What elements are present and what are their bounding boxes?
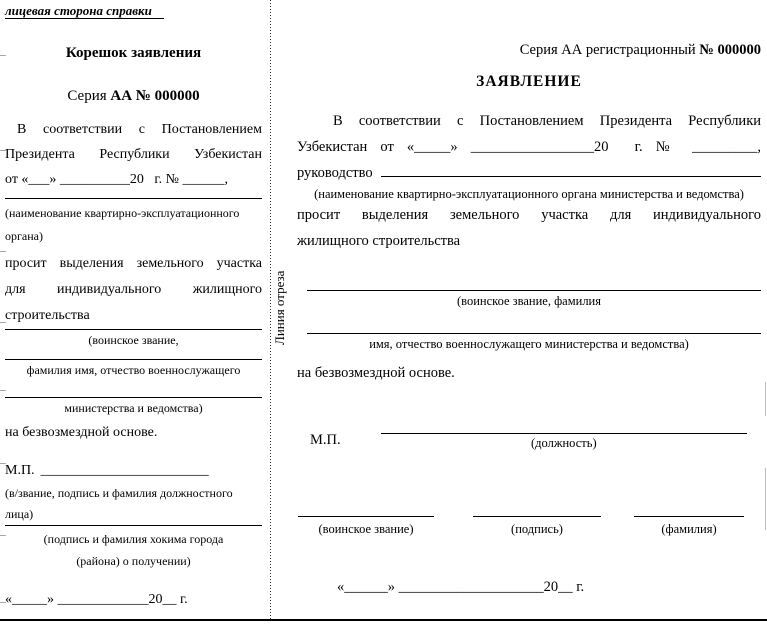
paragraph-line: просит выделения земельного участка xyxy=(5,256,262,271)
paragraph-line: Президента Республики Узбекистан xyxy=(5,147,262,162)
paragraph-line: от «___» __________20 г. № ______, xyxy=(5,172,228,187)
caption-organization: (наименование квартирно-эксплуатационного органа министерства и ведомства) xyxy=(314,187,744,201)
series-number: № 000000 xyxy=(699,42,761,58)
edge-mark xyxy=(765,382,766,416)
fill-line xyxy=(5,198,262,199)
cut-dotted-line xyxy=(270,0,271,619)
caption-line: лица) xyxy=(5,507,34,521)
fill-line xyxy=(634,516,744,517)
front-side-note xyxy=(5,3,262,19)
caption-line: (наименование квартирно-эксплуатационного xyxy=(5,206,240,220)
application-paragraph-decree xyxy=(297,108,761,160)
stamp-fill-line: ________________________ xyxy=(40,463,209,478)
series-label: Серия xyxy=(67,88,111,104)
application-paragraph-request xyxy=(297,202,761,254)
stub-paragraph-basis: на безвозмездной основе. xyxy=(5,425,158,440)
registration-series-line xyxy=(297,40,761,60)
series-label: Серия АА регистрационный xyxy=(519,42,700,58)
caption-surname: (фамилия) xyxy=(661,522,717,536)
leadership-label: руководство xyxy=(297,165,373,181)
position-field xyxy=(381,433,747,452)
signature-field-surname xyxy=(634,516,744,539)
fill-line xyxy=(298,516,434,517)
cut-line-label: Линия отреза xyxy=(272,270,287,346)
signature-row xyxy=(297,516,761,539)
fill-line xyxy=(473,516,601,517)
application-section xyxy=(297,0,761,599)
caption-position: (должность) xyxy=(531,436,597,450)
leadership-line xyxy=(297,160,761,186)
stub-section xyxy=(5,0,262,612)
paragraph-line: строительства xyxy=(5,308,90,323)
caption-line: (в/звание, подпись и фамилия должностного xyxy=(5,486,233,500)
stub-paragraph-decree xyxy=(5,117,262,192)
application-title: ЗАЯВЛЕНИЕ xyxy=(476,73,582,90)
series-number: АА № 000000 xyxy=(110,88,200,104)
paragraph-line: для индивидуального жилищного xyxy=(5,282,262,297)
caption-signature: (подпись) xyxy=(511,522,563,536)
leadership-fill-line xyxy=(381,162,761,178)
caption-official xyxy=(5,483,262,525)
caption-organization xyxy=(5,202,262,248)
paragraph-line: Узбекистан от «_____» _________________20 г. № _________, xyxy=(297,139,761,155)
caption-rank: (воинское звание) xyxy=(318,522,414,536)
signature-field-signature xyxy=(473,516,601,539)
caption-military-rank: (воинское звание, xyxy=(88,333,179,347)
caption-receipt xyxy=(5,528,262,572)
paragraph-line: В соответствии с Постановлением Президента Республики xyxy=(333,113,761,129)
application-date-line: «______» ____________________20__ г. xyxy=(337,579,585,595)
caption-line: (района) о получении) xyxy=(76,554,191,568)
paragraph-line: жилищного строительства xyxy=(297,233,461,249)
stamp-label: М.П. xyxy=(5,463,35,478)
caption-military-rank: (воинское звание, фамилия xyxy=(457,294,601,308)
signature-field-rank xyxy=(298,516,434,539)
stamp-line xyxy=(297,428,761,452)
paragraph-line: В соответствии с Постановлением xyxy=(17,122,262,137)
application-paragraph-basis: на безвозмездной основе. xyxy=(297,365,455,381)
edge-mark xyxy=(765,468,766,530)
stub-date-line: «_____» _____________20__ г. xyxy=(5,592,188,607)
front-side-note-text: лицевая сторона справки xyxy=(5,3,164,19)
stub-series-line xyxy=(5,87,262,106)
paragraph-line: просит выделения земельного участка для индивидуального xyxy=(297,207,761,223)
caption-line: (подпись и фамилия хокима города xyxy=(43,532,224,546)
caption-full-name: фамилия имя, отчество военнослужащего xyxy=(26,363,241,377)
page-bottom-border xyxy=(0,619,767,621)
caption-ministry: министерства и ведомства) xyxy=(64,401,203,415)
stamp-line xyxy=(5,459,262,483)
fill-line xyxy=(5,525,262,526)
caption-line: органа) xyxy=(5,229,43,243)
caption-full-name: имя, отчество военнослужащего министерства и ведомства) xyxy=(369,337,689,351)
stub-paragraph-request xyxy=(5,251,262,329)
stamp-label: М.П. xyxy=(310,432,341,448)
stub-title: Корешок заявления xyxy=(65,45,202,61)
